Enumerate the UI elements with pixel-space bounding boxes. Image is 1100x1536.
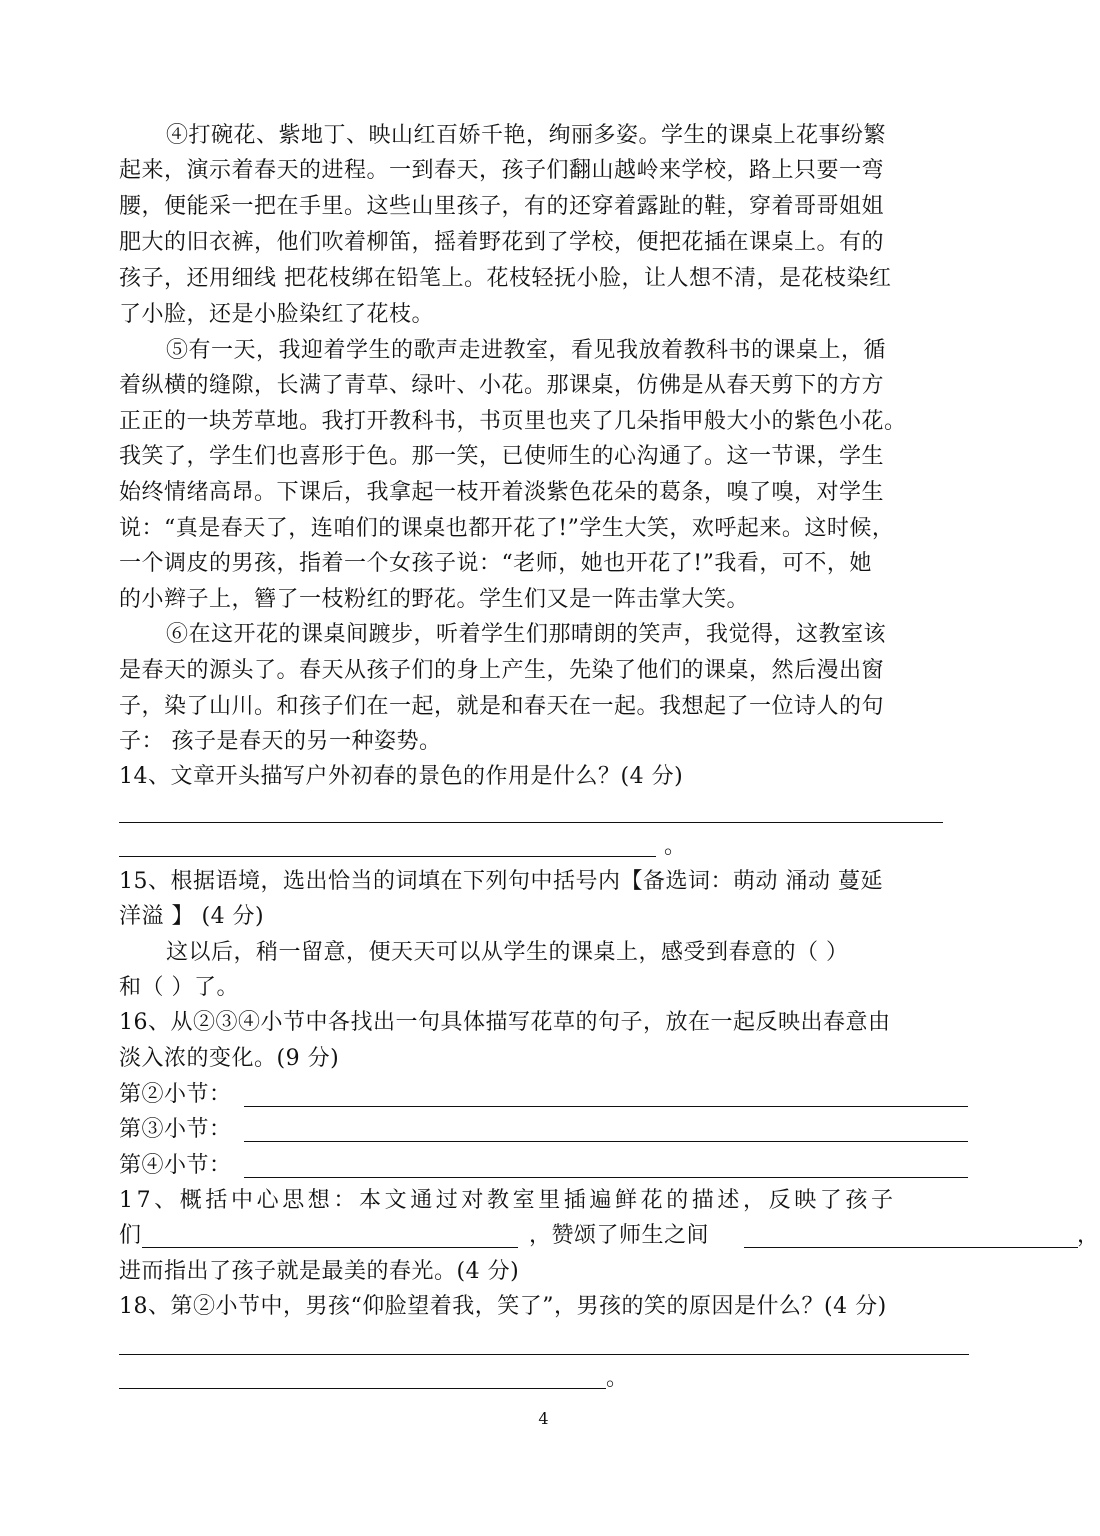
question-15-sentence: 和（ ）了。 [119, 975, 239, 1000]
passage-line: 说：“真是春天了，连咱们的课桌也都开花了!”学生大笑，欢呼起来。这时候， [119, 516, 895, 541]
passage-line: 的小辫子上，簪了一枝粉红的野花。学生们又是一阵击掌大笑。 [119, 587, 750, 612]
passage-line: 腰，便能采一把在手里。这些山里孩子，有的还穿着露趾的鞋，穿着哥哥姐姐 [119, 194, 885, 219]
answer-line[interactable] [244, 1177, 968, 1178]
passage-line: 起来，演示着春天的进程。一到春天，孩子们翻山越岭来学校，路上只要一弯 [119, 158, 885, 183]
period-mark: 。 [606, 1366, 629, 1391]
question-16-label: 第②小节： [119, 1082, 232, 1107]
question-16-label: 第④小节： [119, 1153, 232, 1178]
passage-line: 我笑了，学生们也喜形于色。那一笑，已使师生的心沟通了。这一节课，学生 [119, 444, 885, 469]
question-17-prompt: 17、概括中心思想：本文通过对教室里插遍鲜花的描述，反映了孩子 [119, 1188, 897, 1213]
answer-line[interactable] [744, 1247, 1078, 1248]
passage-line: ⑤有一天，我迎着学生的歌声走进教室，看见我放着教科书的课桌上，循 [166, 338, 887, 363]
question-17-suffix: 进而指出了孩子就是最美的春光。(4 分) [119, 1259, 520, 1284]
comma-mark: ， [1077, 1223, 1100, 1248]
passage-line: 是春天的源头了。春天从孩子们的身上产生，先染了他们的课桌，然后漫出窗 [119, 658, 885, 683]
passage-line: 肥大的旧衣裤，他们吹着柳笛，摇着野花到了学校，便把花插在课桌上。有的 [119, 230, 885, 255]
passage-line: 正正的一块芳草地。我打开教科书，书页里也夹了几朵指甲般大小的紫色小花。 [119, 409, 907, 434]
passage-line: 始终情绪高昂。下课后，我拿起一枝开着淡紫色花朵的葛条，嗅了嗅，对学生 [119, 480, 885, 505]
passage-line: 子： 孩子是春天的另一种姿势。 [119, 729, 442, 754]
question-16-label: 第③小节： [119, 1117, 232, 1142]
page-number: 4 [538, 1409, 549, 1428]
question-15-prompt: 洋溢 】 (4 分) [119, 904, 265, 929]
passage-line: 了小脸，还是小脸染红了花枝。 [119, 302, 435, 327]
answer-line[interactable] [119, 856, 656, 857]
question-18-prompt: 18、第②小节中，男孩“仰脸望着我，笑了”，男孩的笑的原因是什么？(4 分) [119, 1294, 887, 1319]
question-15-sentence: 这以后，稍一留意，便天天可以从学生的课桌上，感受到春意的（ ） [166, 940, 849, 965]
question-16-prompt: 16、从②③④小节中各找出一句具体描写花草的句子，放在一起反映出春意由 [119, 1010, 891, 1035]
answer-line[interactable] [119, 1388, 606, 1389]
question-17-prefix: 们 [119, 1223, 142, 1248]
answer-line[interactable] [244, 1106, 968, 1107]
passage-line: ⑥在这开花的课桌间踱步，听着学生们那晴朗的笑声，我觉得，这教室该 [166, 622, 887, 647]
passage-line: 孩子，还用细线 把花枝绑在铅笔上。花枝轻抚小脸，让人想不清，是花枝染红 [119, 266, 892, 291]
passage-line: 子，染了山川。和孩子们在一起，就是和春天在一起。我想起了一位诗人的句 [119, 694, 885, 719]
period-mark: 。 [664, 834, 687, 859]
question-14-prompt: 14、文章开头描写户外初春的景色的作用是什么？(4 分) [119, 764, 684, 789]
answer-line[interactable] [142, 1247, 518, 1248]
passage-line: 一个调皮的男孩，指着一个女孩子说：“老师，她也开花了!”我看，可不，她 [119, 551, 872, 576]
question-16-prompt: 淡入浓的变化。(9 分) [119, 1046, 340, 1071]
passage-line: ④打碗花、紫地丁、映山红百娇千艳，绚丽多姿。学生的课桌上花事纷繁 [166, 123, 887, 148]
question-15-prompt: 15、根据语境，选出恰当的词填在下列句中括号内【备选词：萌动 涌动 蔓延 [119, 869, 883, 894]
answer-line[interactable] [244, 1141, 968, 1142]
answer-line[interactable] [119, 1354, 969, 1355]
passage-line: 着纵横的缝隙，长满了青草、绿叶、小花。那课桌，仿佛是从春天剪下的方方 [119, 373, 885, 398]
answer-line[interactable] [119, 822, 943, 823]
question-17-middle: ，赞颂了师生之间 [529, 1223, 710, 1248]
